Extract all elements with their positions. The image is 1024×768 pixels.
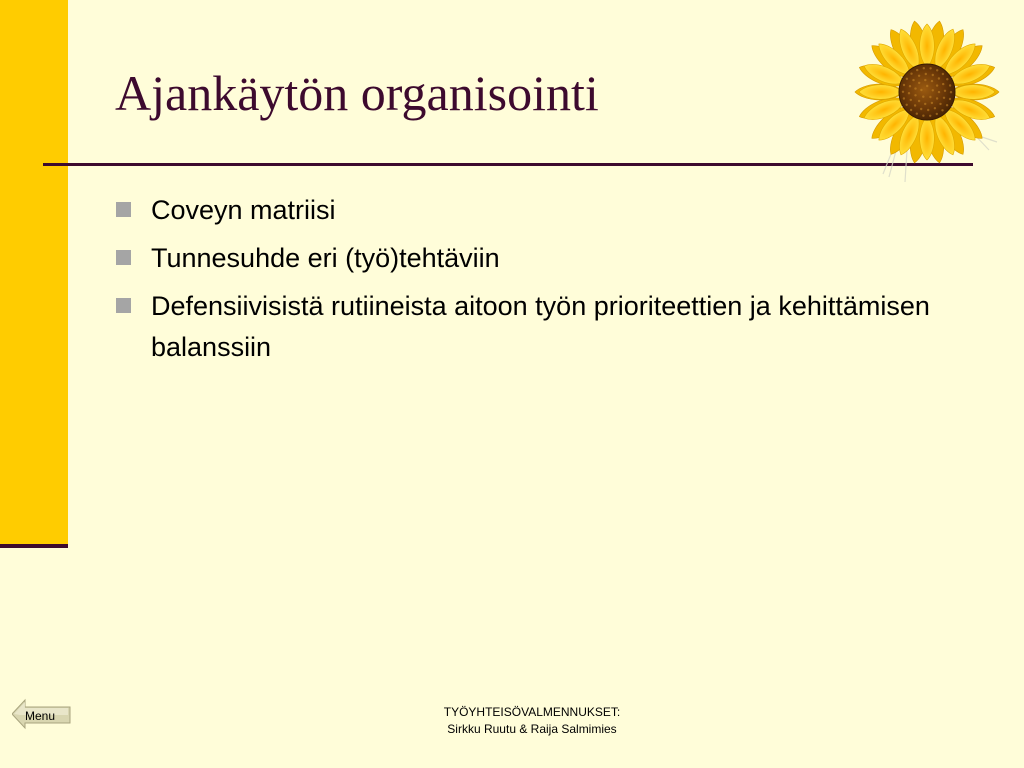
bullet-text: Defensiivisistä rutiineista aitoon työn prioriteettien ja kehittämisen balanssiin <box>151 291 930 362</box>
square-bullet-icon <box>116 250 131 265</box>
bullet-item <box>115 238 975 279</box>
footer-credits <box>382 704 682 738</box>
bullet-item <box>115 190 975 231</box>
footer-line-1: TYÖYHTEISÖVALMENNUKSET: <box>443 705 621 719</box>
bullet-text: Coveyn matriisi <box>151 195 336 225</box>
footer-line-2: Sirkku Ruutu & Raija Salmimies <box>447 722 617 736</box>
title-divider <box>43 163 973 166</box>
bullet-text: Tunnesuhde eri (työ)tehtäviin <box>151 243 500 273</box>
left-band-rule <box>0 544 68 548</box>
menu-back-button[interactable] <box>12 697 72 731</box>
menu-button-label: Menu <box>25 709 56 723</box>
bullet-list <box>115 190 975 375</box>
slide-title: Ajankäytön organisointi <box>115 65 599 121</box>
left-accent-band <box>0 0 68 545</box>
square-bullet-icon <box>116 298 131 313</box>
sunflower-icon <box>843 8 1011 186</box>
bullet-item <box>115 286 975 368</box>
square-bullet-icon <box>116 202 131 217</box>
